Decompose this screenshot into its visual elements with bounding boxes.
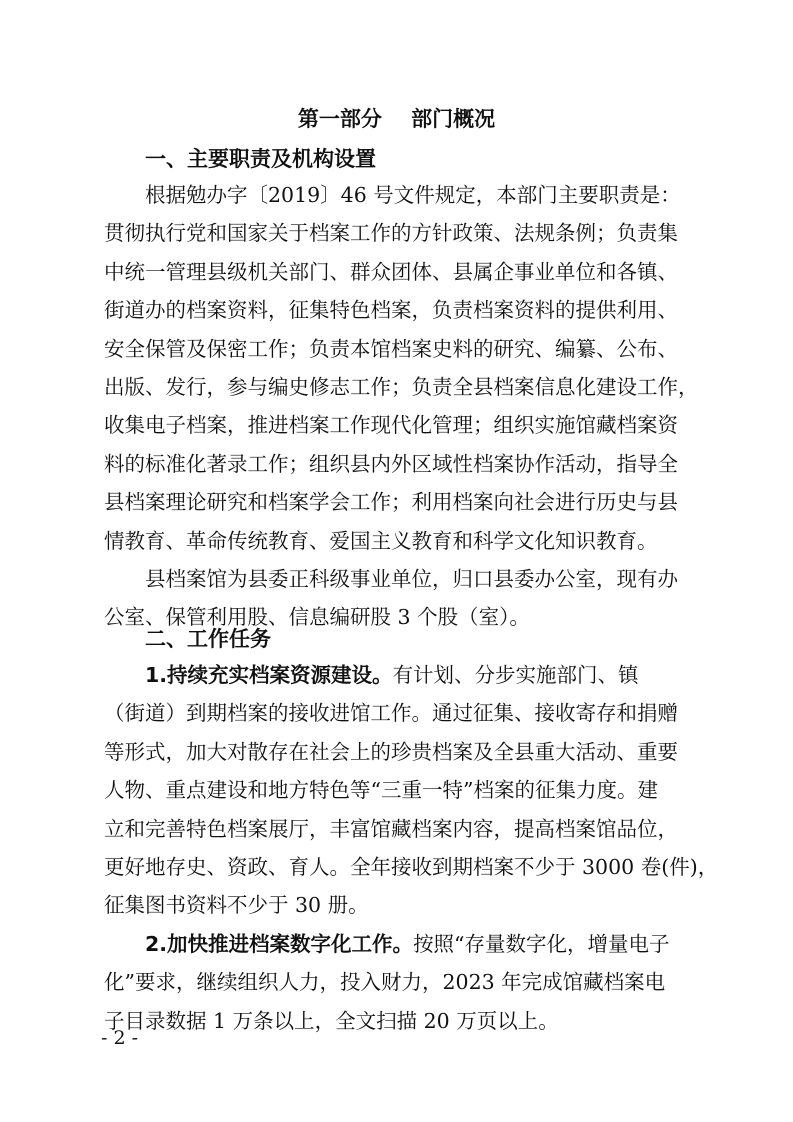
section-heading-tasks: 二、工作任务 [145,627,271,651]
paragraph-duties [104,176,699,560]
text-line: 县档案馆为县委正科级事业单位，归口县委办公室，现有办 [145,567,678,591]
text-line: 征集图书资料不少于 30 册。 [104,893,369,918]
text-line [104,656,694,694]
text-line: 更好地存史、资政、育人。全年接收到期档案不少于 3000 卷(件)， [104,854,719,879]
text-line: 公室、保管利用股、信息编研股 3 个股（室）。 [104,605,530,630]
text-line: 根据勉办字〔2019〕46 号文件规定，本部门主要职责是： [145,183,681,207]
text-line: 贯彻执行党和国家关于档案工作的方针政策、法规条例；负责集 [104,221,678,246]
text-line: 街道办的档案资料，征集特色档案，负责档案资料的提供利用、 [104,298,678,323]
section-heading-duties: 一、主要职责及机构设置 [145,147,376,171]
text-line: 县档案理论研究和档案学会工作；利用档案向社会进行历史与县 [104,490,678,515]
text-line: 收集电子档案，推进档案工作现代化管理；组织实施馆藏档案资 [104,413,678,438]
text-line: 子目录数据 1 万条以上，全文扫描 20 万页以上。 [104,1008,559,1033]
text-line: 情教育、革命传统教育、爱国主义教育和科学文化知识教育。 [104,528,658,553]
task-1-lead: 1.持续充实档案资源建设。 [145,663,393,687]
text-line: 安全保管及保密工作；负责本馆档案史料的研究、编纂、公布、 [104,336,678,361]
text-line: 料的标准化著录工作；组织县内外区域性档案协作活动，指导全 [104,451,678,476]
page-number: - 2 - [101,1027,139,1049]
task-2-first-line-text: 按照“存量数字化，增量电子 [413,932,670,956]
text-line: （街道）到期档案的接收进馆工作。通过征集、接收寄存和捐赠 [104,701,678,726]
text-line: 立和完善特色档案展厅，丰富馆藏档案内容，提高档案馆品位， [104,816,678,841]
text-line: 中统一管理县级机关部门、群众团体、县属企事业单位和各镇、 [104,259,678,284]
text-line: 等形式，加大对散存在社会上的珍贵档案及全县重大活动、重要 [104,739,678,764]
text-line: 出版、发行，参与编史修志工作；负责全县档案信息化建设工作， [104,374,699,399]
task-1-first-line-text: 有计划、分步实施部门、镇 [392,663,639,687]
page-title: 第一部分 部门概况 [297,107,496,131]
paragraph-task-2 [104,925,694,1040]
text-line: 化”要求，继续组织人力，投入财力，2023 年完成馆藏档案电 [104,970,666,995]
paragraph-task-1 [104,656,719,925]
text-line [104,925,694,963]
text-line: 人物、重点建设和地方特色等“三重一特”档案的征集力度。建 [104,778,658,803]
task-2-lead: 2.加快推进档案数字化工作。 [145,932,414,956]
